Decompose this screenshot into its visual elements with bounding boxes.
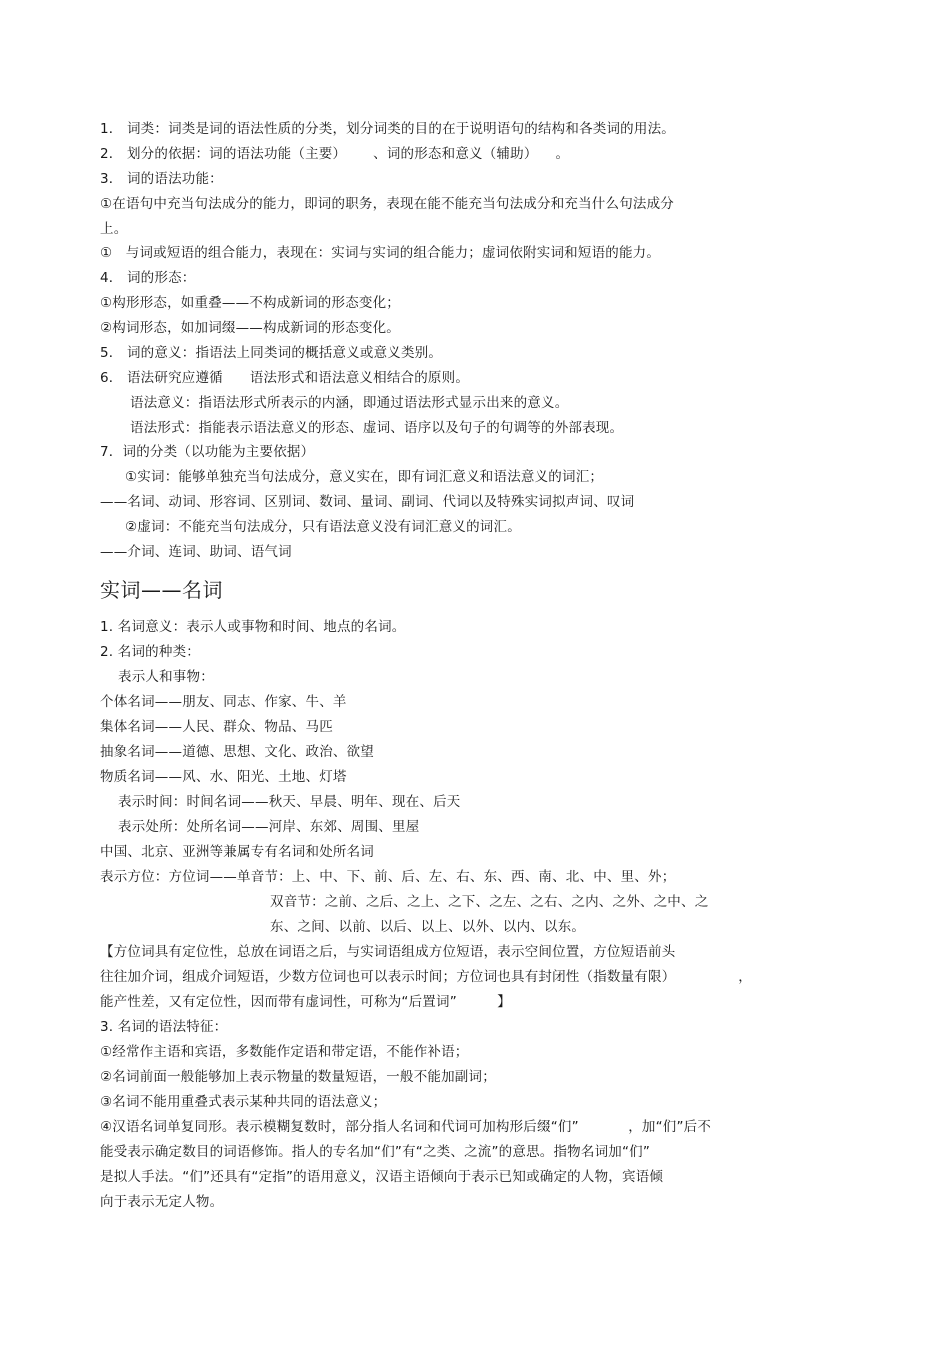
noun-3-b: ②名词前面一般能够加上表示物量的数量短语，一般不能加副词；	[100, 1069, 496, 1085]
item-5-meaning: 5． 词的意义：指语法上同类词的概括意义或意义类别。	[100, 345, 443, 361]
noun-2-proper: 中国、北京、亚洲等兼属专有名词和处所名词	[100, 844, 374, 860]
noun-2-note-3: 能产性差，又有定位性，因而带有虚词性，可称为“后置词” 】	[100, 994, 512, 1010]
item-3-b: ① 与词或短语的组合能力，表现在：实词与实词的组合能力；虚词依附实词和短语的能力。	[100, 245, 661, 261]
noun-2-abstract: 抽象名词——道德、思想、文化、政治、欲望	[100, 744, 374, 760]
item-3-a-line-1: ①在语句中充当句法成分的能力，即词的职务，表现在能不能充当句法成分和充当什么句法成分	[100, 196, 675, 212]
item-3-a-line-2: 上。	[100, 221, 128, 237]
item-3-function: 3． 词的语法功能：	[100, 171, 223, 187]
item-7-a-list: ——名词、动词、形容词、区别词、数词、量词、副词、代词以及特殊实词拟声词、叹词	[100, 494, 635, 510]
item-4-a: ①构形形态，如重叠——不构成新词的形态变化；	[100, 295, 401, 311]
item-1-word-class: 1． 词类：词类是词的语法性质的分类，划分词类的目的在于说明语句的结构和各类词的用法。	[100, 121, 675, 137]
item-7-b: ②虚词：不能充当句法成分，只有语法意义没有词汇意义的词汇。	[125, 519, 521, 535]
item-6-a: 语法意义：指语法形式所表示的内涵，即通过语法形式显示出来的意义。	[130, 395, 569, 411]
item-7-a: ①实词：能够单独充当句法成分，意义实在，即有词汇意义和语法意义的词汇；	[125, 469, 604, 485]
item-7-classification: 7．词的分类（以功能为主要依据）	[100, 444, 315, 460]
noun-2-individual: 个体名词——朋友、同志、作家、牛、羊	[100, 694, 347, 710]
noun-3-d-line-3: 是拟人手法。“们”还具有“定指”的语用意义，汉语主语倾向于表示已知或确定的人物，宾语倾	[100, 1169, 664, 1185]
noun-3-d-line-4: 向于表示无定人物。	[100, 1194, 224, 1210]
item-4-b: ②构词形态，如加词缀——构成新词的形态变化。	[100, 320, 401, 336]
noun-2-time: 表示时间：时间名词——秋天、早晨、明年、现在、后天	[118, 794, 461, 810]
noun-2-note-2: 往往加介词，组成介词短语，少数方位词也可以表示时间；方位词也具有封闭性（指数量有限） ，	[100, 969, 752, 985]
noun-2-note-1: 【方位词具有定位性，总放在词语之后，与实词语组成方位短语，表示空间位置，方位短语前头	[100, 944, 676, 960]
noun-1-meaning: 1. 名词意义：表示人或事物和时间、地点的名词。	[100, 619, 406, 635]
item-2-basis: 2． 划分的依据：词的语法功能（主要） 、词的形态和意义（辅助） 。	[100, 146, 570, 162]
noun-2-material: 物质名词——风、水、阳光、土地、灯塔	[100, 769, 347, 785]
item-6-b: 语法形式：指能表示语法意义的形态、虚词、语序以及句子的句调等的外部表现。	[130, 420, 624, 436]
noun-3-a: ①经常作主语和宾语，多数能作定语和带定语，不能作补语；	[100, 1044, 469, 1060]
noun-3-d-line-2: 能受表示确定数目的词语修饰。指人的专名加“们”有“之类、之流”的意思。指物名词加“们”	[100, 1144, 651, 1160]
noun-3-c: ③名词不能用重叠式表示某种共同的语法意义；	[100, 1094, 387, 1110]
noun-3-features: 3. 名词的语法特征：	[100, 1019, 228, 1035]
noun-2-types: 2. 名词的种类：	[100, 644, 200, 660]
noun-2-collective: 集体名词——人民、群众、物品、马匹	[100, 719, 333, 735]
noun-3-d-line-1: ④汉语名词单复同形。表示模糊复数时，部分指人名词和代词可加构形后缀“们” ，加“们”后不	[100, 1119, 712, 1135]
item-4-form: 4． 词的形态：	[100, 270, 196, 286]
noun-2-double-syllable-2: 东、之间、以前、以后、以上、以外、以内、以东。	[270, 919, 586, 935]
noun-2-place: 表示处所：处所名词——河岸、东郊、周围、里屋	[118, 819, 420, 835]
noun-2-people: 表示人和事物：	[118, 669, 214, 685]
noun-2-direction: 表示方位：方位词——单音节：上、中、下、前、后、左、右、东、西、南、北、中、里、外；	[100, 869, 676, 885]
item-6-principle: 6． 语法研究应遵循 语法形式和语法意义相结合的原则。	[100, 370, 470, 386]
item-7-b-list: ——介词、连词、助词、语气词	[100, 544, 292, 560]
noun-2-double-syllable-1: 双音节：之前、之后、之上、之下、之左、之右、之内、之外、之中、之	[270, 894, 709, 910]
section-heading-noun: 实词——名词	[100, 578, 223, 602]
